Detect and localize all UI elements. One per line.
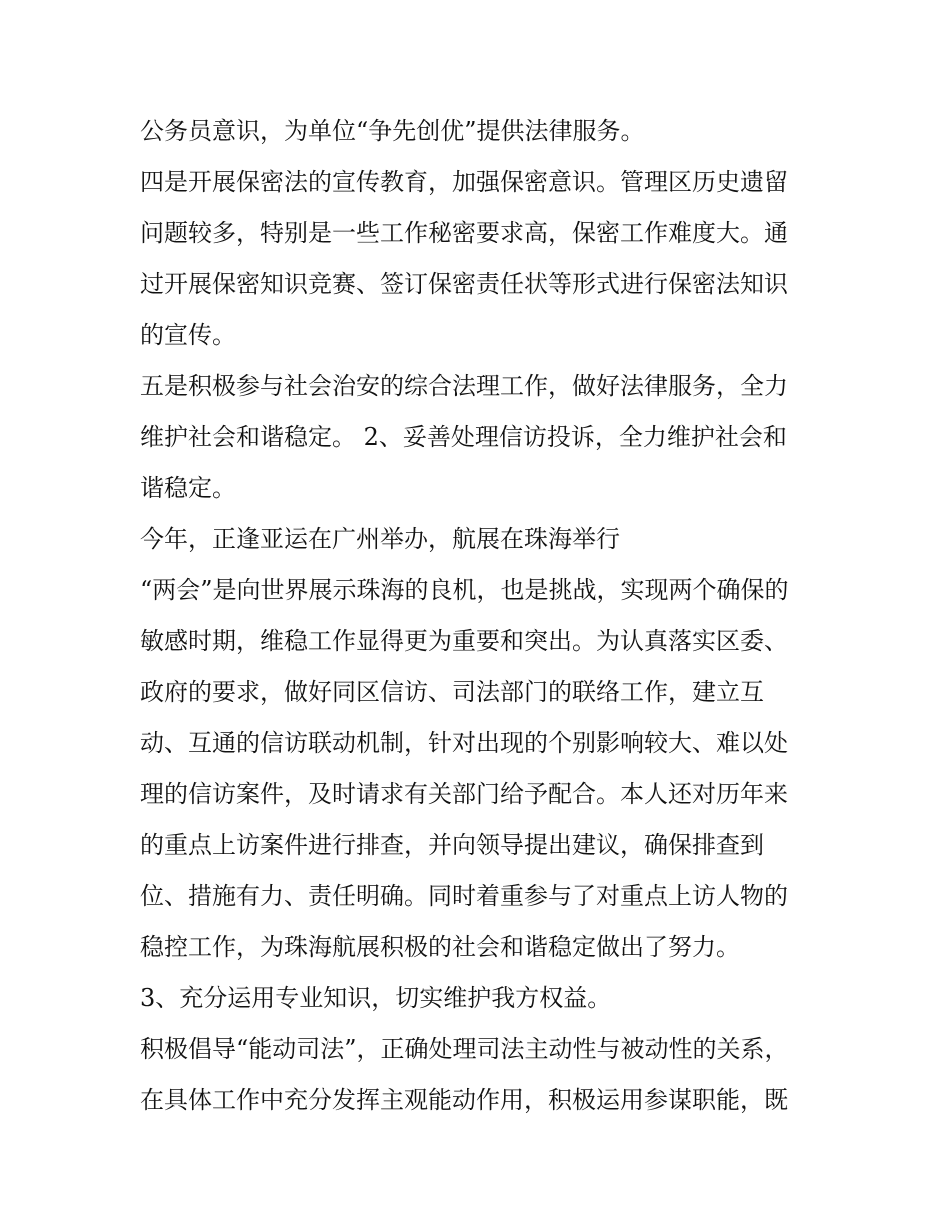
- text-line: “两会”是向世界展示珠海的良机，也是挑战，实现两个确保的: [140, 576, 789, 604]
- text-line: 谐稳定。: [140, 474, 236, 502]
- text-line: 维护社会和谐稳定。 2、妥善处理信访投诉，全力维护社会和: [140, 423, 787, 451]
- text-line: 敏感时期，维稳工作显得更为重要和突出。为认真落实区委、: [140, 627, 788, 655]
- text-line: 过开展保密知识竞赛、签订保密责任状等形式进行保密法知识: [140, 270, 788, 298]
- text-line: 问题较多，特别是一些工作秘密要求高，保密工作难度大。通: [140, 219, 788, 247]
- text-line: 五是积极参与社会治安的综合法理工作，做好法律服务，全力: [140, 372, 788, 400]
- text-line: 动、互通的信访联动机制，针对出现的个别影响较大、难以处: [140, 729, 788, 757]
- text-line: 位、措施有力、责任明确。同时着重参与了对重点上访人物的: [140, 882, 788, 910]
- text-line: 理的信访案件，及时请求有关部门给予配合。本人还对历年来: [140, 780, 788, 808]
- document-body: [140, 106, 820, 1126]
- text-line: 稳控工作，为珠海航展积极的社会和谐稳定做出了努力。: [140, 933, 740, 961]
- text-line: 的宣传。: [140, 321, 236, 349]
- text-line: 3、充分运用专业知识，切实维护我方权益。: [140, 984, 612, 1012]
- text-line: 公务员意识，为单位“争先创优”提供法律服务。: [140, 117, 645, 145]
- text-line: 今年，正逢亚运在广州举办，航展在珠海举行: [140, 525, 620, 553]
- text-line: 的重点上访案件进行排查，并向领导提出建议，确保排查到: [140, 831, 764, 859]
- text-line: 政府的要求，做好同区信访、司法部门的联络工作，建立互: [140, 678, 764, 706]
- text-line: 四是开展保密法的宣传教育，加强保密意识。管理区历史遗留: [140, 168, 788, 196]
- text-line: 在具体工作中充分发挥主观能动作用，积极运用参谋职能，既: [140, 1086, 788, 1114]
- text-line: 积极倡导“能动司法”，正确处理司法主动性与被动性的关系，: [140, 1035, 789, 1063]
